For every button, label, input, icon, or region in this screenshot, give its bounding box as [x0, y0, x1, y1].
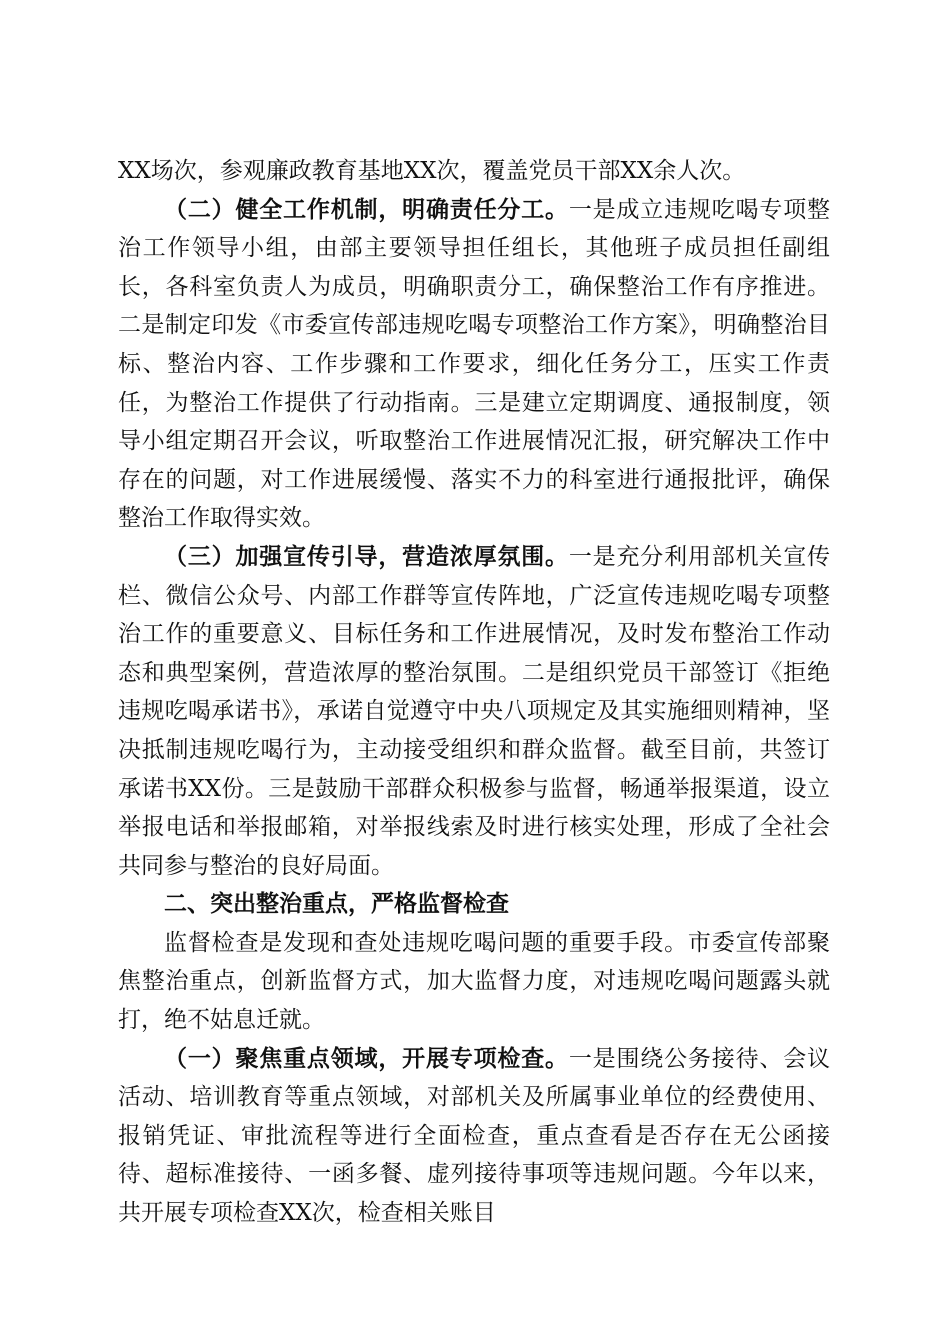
paragraph-work-mechanism	[118, 191, 830, 538]
paragraph-lead: （二）健全工作机制，明确责任分工。	[164, 195, 569, 223]
paragraph-text: 监督检查是发现和查处违规吃喝问题的重要手段。市委宣传部聚焦整治重点，创新监督方式，加大监督力度，对违规吃喝问题露头就打，绝不姑息迁就。	[118, 929, 830, 1034]
paragraph-special-inspection	[118, 1040, 830, 1233]
document-page	[118, 152, 830, 1233]
paragraph-text: 一是成立违规吃喝专项整治工作领导小组，由部主要领导担任组长，其他班子成员担任副组长，各科室负责人为成员，明确职责分工，确保整治工作有序推进。二是制定印发《市委宣传部违规吃喝专项整治工作方案》，明确整治目标、整治内容、工作步骤和工作要求，细化任务分工，压实工作责任，为整治工作提供了行动指南。三是建立定期调度、通报制度，领导小组定期召开会议，听取整治工作进展情况汇报，研究解决工作中存在的问题，对工作进展缓慢、落实不力的科室进行通报批评，确保整治工作取得实效。	[118, 196, 831, 532]
paragraph-text: XX场次，参观廉政教育基地XX次，覆盖党员干部XX余人次。	[118, 158, 746, 184]
paragraph-lead: （三）加强宣传引导，营造浓厚氛围。	[164, 542, 569, 570]
paragraph-text: 一是充分利用部机关宣传栏、微信公众号、内部工作群等宣传阵地，广泛宣传违规吃喝专项整治工作的重要意义、目标任务和工作进展情况，及时发布整治工作动态和典型案例，营造浓厚的整治氛围。二是组织党员干部签订《拒绝违规吃喝承诺书》，承诺自觉遵守中央八项规定及其实施细则精神，坚决抵制违规吃喝行为，主动接受组织和群众监督。截至目前，共签订承诺书XX份。三是鼓励干部群众积极参与监督，畅通举报渠道，设立举报电话和举报邮箱，对举报线索及时进行核实处理，形成了全社会共同参与整治的良好局面。	[118, 543, 831, 879]
paragraph-text: 一是围绕公务接待、会议活动、培训教育等重点领域，对部机关及所属事业单位的经费使用、报销凭证、审批流程等进行全面检查，重点查看是否存在无公函接待、超标准接待、一函多餐、虚列接待事项等违规问题。今年以来，共开展专项检查XX次，检查相关账目	[118, 1045, 831, 1227]
paragraph-supervision-intro	[118, 924, 830, 1040]
paragraph-publicity	[118, 538, 830, 885]
paragraph-continuation	[118, 152, 830, 191]
paragraph-lead: （一）聚焦重点领域，开展专项检查。	[164, 1044, 569, 1072]
section-heading: 二、突出整治重点，严格监督检查	[164, 891, 509, 918]
